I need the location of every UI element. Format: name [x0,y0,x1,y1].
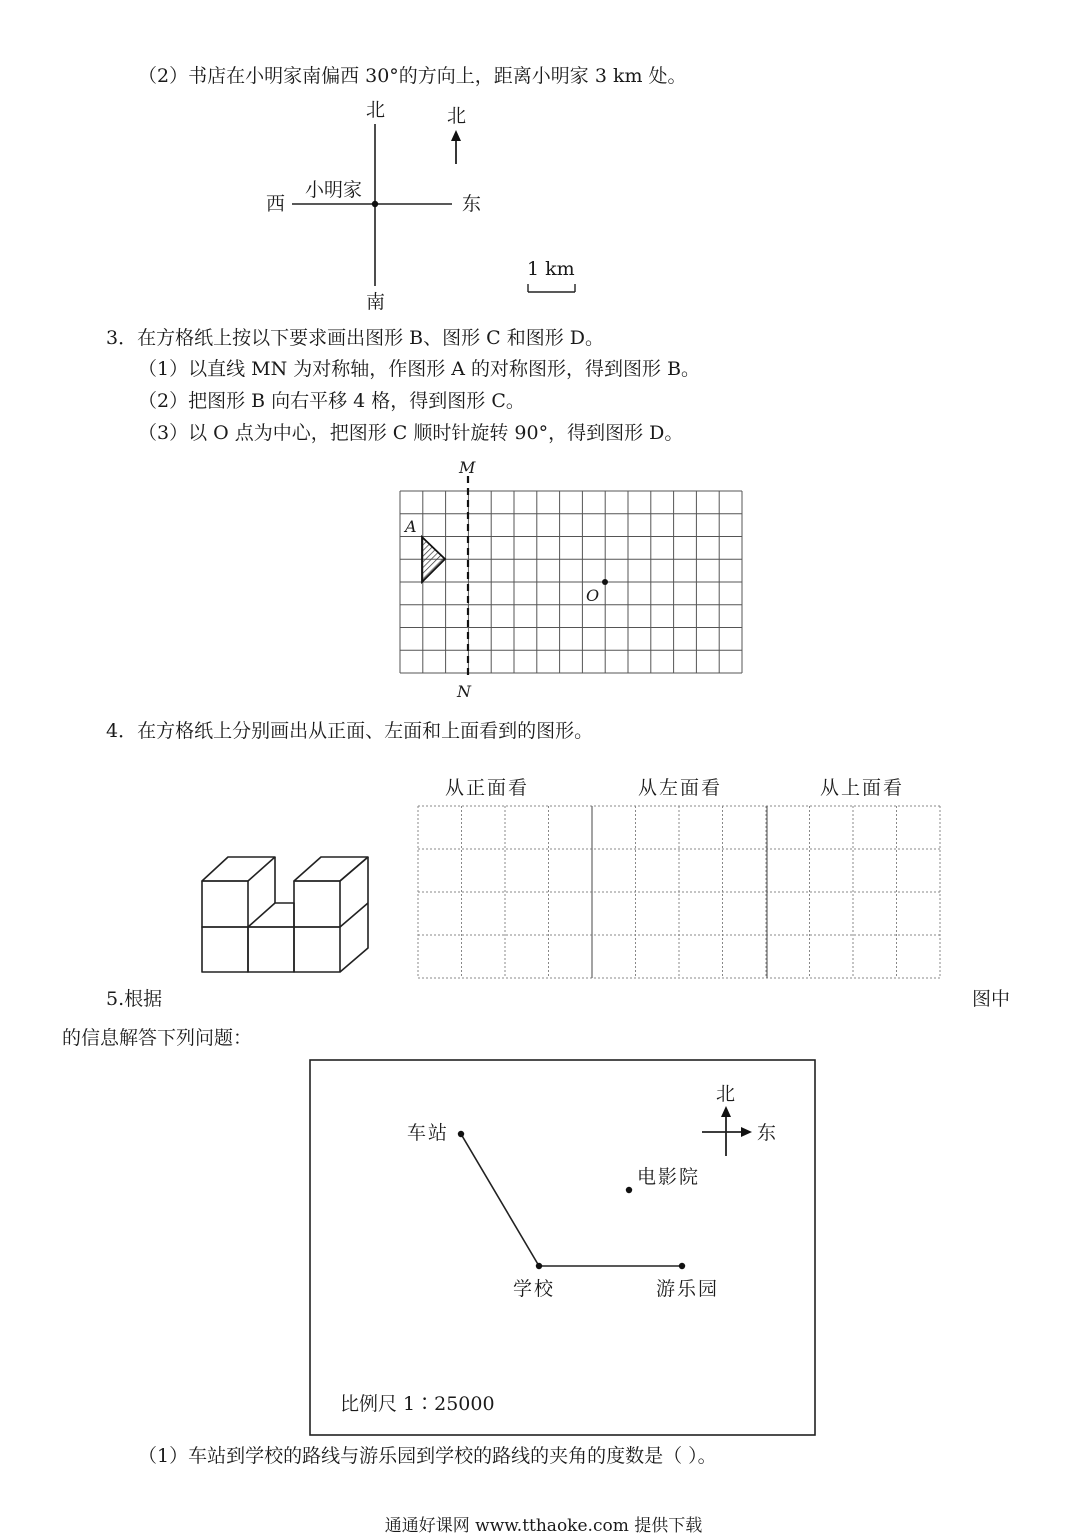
map-north-label: 北 [716,1083,736,1105]
question-5-title-start: 5.根据 [106,988,163,1010]
question-5-title-end: 图中 [972,988,1011,1010]
compass-east-label: 东 [462,193,482,215]
page-footer: 通通好课网 www.tthaoke.com 提供下载 [384,1516,703,1536]
compass-west-label: 西 [266,193,286,215]
question-3-item-3: （3）以 O 点为中心，把图形 C 顺时针旋转 90°，得到图形 D。 [138,422,684,444]
question-5-sub-1: （1）车站到学校的路线与游乐园到学校的路线的夹角的度数是（ ）。 [138,1445,717,1467]
question-3-title: 3．在方格纸上按以下要求画出图形 B、图形 C 和图形 D。 [106,327,604,349]
point-label-o: O [586,586,600,605]
question-5-title-line2: 的信息解答下列问题： [62,1027,253,1049]
compass-south-label: 南 [366,291,386,313]
left-view-label: 从左面看 [638,777,723,799]
point-o [602,579,608,585]
question-4-title: 4．在方格纸上分别画出从正面、左面和上面看到的图形。 [106,720,594,742]
compass-north-label: 北 [366,99,386,121]
shape-a [422,537,445,582]
front-view-label: 从正面看 [445,777,530,799]
map-school-label: 学校 [513,1278,556,1300]
map-scale-label: 比例尺 1∶25000 [340,1393,495,1415]
map-cinema-label: 电影院 [637,1166,701,1188]
map-east-label: 东 [757,1122,777,1144]
north-arrow-label: 北 [447,105,467,127]
line-label-n: N [457,682,471,701]
map-station-label: 车站 [407,1122,450,1144]
question-3-item-2: （2）把图形 B 向右平移 4 格，得到图形 C。 [138,390,525,412]
question-2-2-text: （2）书店在小明家南偏西 30°的方向上，距离小明家 3 km 处。 [138,65,687,87]
line-label-m: M [459,458,476,477]
map-park-label: 游乐园 [656,1278,720,1300]
question-3-item-1: （1）以直线 MN 为对称轴，作图形 A 的对称图形，得到图形 B。 [138,358,701,380]
top-view-label: 从上面看 [820,777,905,799]
shape-label-a: A [405,517,417,536]
scale-bar-label: 1 km [527,258,575,280]
xiaoming-home-label: 小明家 [305,179,363,201]
